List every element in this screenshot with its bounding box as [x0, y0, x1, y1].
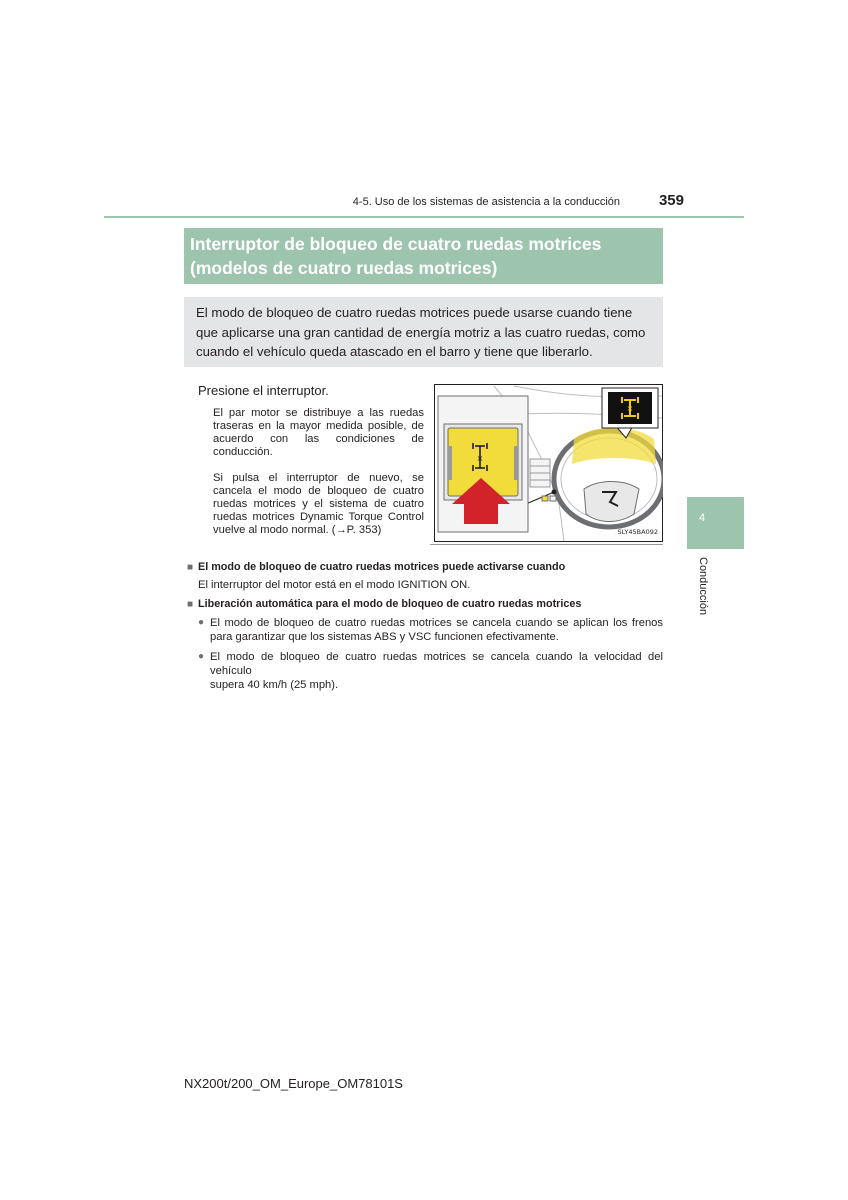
p2-line-3: ruedas motrices y el sistema de cuatro: [213, 498, 424, 510]
intro-line-2: que aplicarse una gran cantidad de energía motriz a las cuatro ruedas, como: [196, 324, 646, 340]
p2-line-2: cancela el modo de bloqueo de cuatro: [213, 485, 424, 497]
intro-box: [184, 297, 663, 367]
p1-line-1: El par motor se distribuye a las ruedas: [213, 407, 424, 419]
note-2-item-2-line-2: supera 40 km/h (25 mph).: [210, 679, 339, 691]
p1-line-2: traseras en la mayor medida posible, de: [213, 420, 424, 432]
note-2-item-1: [210, 616, 663, 644]
section-title-line-2: (modelos de cuatro ruedas motrices): [190, 258, 498, 278]
chapter-label: Conducción: [697, 557, 709, 616]
section-title: [184, 228, 663, 284]
square-bullet-icon: ■: [187, 599, 194, 610]
note-2-item-1-line-1: El modo de bloqueo de cuatro ruedas motrices se cancela cuando se aplican los frenos: [210, 617, 663, 629]
square-bullet-icon: ■: [187, 562, 194, 573]
intro-line-1: El modo de bloqueo de cuatro ruedas motrices puede usarse cuando tiene: [196, 305, 633, 320]
instruction-step: Presione el interruptor.: [198, 383, 329, 398]
p2-line-4: ruedas motrices Dynamic Torque Control: [213, 511, 424, 523]
switch-illustration: [434, 384, 663, 542]
svg-text:×: ×: [476, 454, 484, 463]
instruction-paragraph-1: [213, 407, 424, 459]
note-1-body: El interruptor del motor está en el modo IGNITION ON.: [198, 579, 471, 591]
round-bullet-icon: ●: [198, 617, 205, 628]
figure-caption-rule: [430, 544, 663, 545]
note-2-item-2-line-1: El modo de bloqueo de cuatro ruedas motrices se cancela cuando la velocidad del vehículo: [210, 651, 663, 677]
header-rule: [104, 216, 744, 218]
p1-line-4: conducción.: [213, 446, 273, 458]
note-2-item-1-line-2: para garantizar que los sistemas ABS y VSC funcionen efectivamente.: [210, 631, 559, 643]
svg-text:×: ×: [626, 404, 634, 413]
section-title-line-1: Interruptor de bloqueo de cuatro ruedas motrices: [190, 234, 602, 254]
running-header-section: 4-5. Uso de los sistemas de asistencia a la conducción: [352, 196, 620, 208]
p1-line-3: acuerdo con las condiciones de: [213, 433, 424, 445]
instruction-paragraph-2: [213, 472, 424, 537]
page-number: 359: [658, 192, 684, 209]
note-1-title: El modo de bloqueo de cuatro ruedas motrices puede activarse cuando: [198, 561, 566, 573]
figure-code: SLY45BA092: [617, 528, 658, 536]
round-bullet-icon: ●: [198, 651, 205, 662]
note-2-item-2: [210, 650, 663, 692]
p2-line-1: Si pulsa el interruptor de nuevo, se: [213, 472, 424, 484]
p2-line-5: vuelve al modo normal. (→P. 353): [213, 524, 382, 536]
intro-line-3: cuando el vehículo queda atascado en el barro y tiene que liberarlo.: [196, 344, 593, 359]
footer-document-code: NX200t/200_OM_Europe_OM78101S: [184, 1076, 403, 1091]
note-2-title: Liberación automática para el modo de bloqueo de cuatro ruedas motrices: [198, 598, 582, 610]
chapter-number: 4: [698, 512, 706, 524]
